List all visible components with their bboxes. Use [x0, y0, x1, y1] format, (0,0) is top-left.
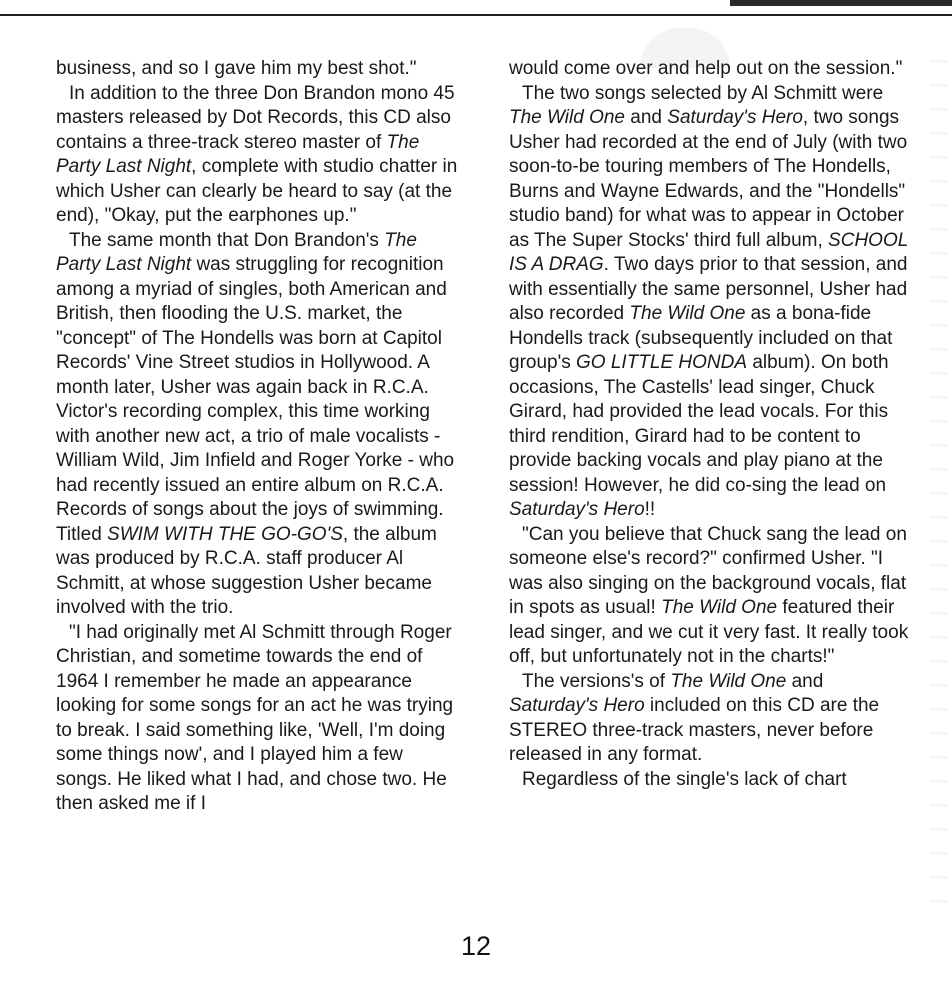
top-edge-shadow — [730, 0, 952, 6]
text-run: "Can you believe that Chuck sang the lead on someone else's record?" confirmed Usher. "I was also singing on the background vocals, flat in spots as usual! — [509, 523, 907, 618]
left-column — [56, 57, 461, 817]
text-run: , complete with studio chatter in which Usher can clearly be heard to say (at the end), "Okay, put the earphones up." — [56, 156, 458, 226]
paragraph — [56, 621, 461, 817]
text-run: The two songs selected by Al Schmitt were — [522, 82, 884, 104]
paragraph — [56, 229, 461, 621]
bleed-through-text — [930, 60, 948, 920]
italic-title: The Wild One — [629, 303, 746, 324]
text-run: album). On both occasions, The Castells' lead singer, Chuck Girard, had provided the lead vocals. For this third rendition, Girard had to be content to provide backing vocals and play piano at the session! However, he did co-sing the lead on — [509, 352, 889, 496]
top-border — [0, 0, 952, 16]
text-run: was struggling for recognition among a myriad of singles, both American and British, then flooding the U.S. market, the "concept" of The Hondells was born at Capitol Records' Vine Street studios in Hollywood. A month later, Usher was again back in R.C.A. Victor's recording complex, this time working with another new act, a trio of male vocalists - William Wild, Jim Infield and Roger Yorke - who had recently issued an entire album on R.C.A. Records of songs about the joys of swimming. Titled — [56, 254, 455, 545]
text-run: and — [786, 670, 824, 692]
text-run: business, and so I gave him my best shot." — [56, 58, 417, 79]
italic-title: Saturday's Hero — [509, 695, 645, 716]
text-run: would come over and help out on the session." — [509, 58, 903, 79]
text-run: featured their lead singer, and we cut it very fast. It really took off, but unfortunately not in the charts!" — [509, 597, 909, 667]
italic-title: The Wild One — [661, 597, 778, 618]
italic-title: The Party Last Night — [56, 131, 420, 177]
paragraph — [509, 768, 914, 793]
italic-title: The Wild One — [509, 107, 625, 128]
text-run: . Two days prior to that session, and with essentially the same personnel, Usher had also recorded — [509, 254, 908, 324]
italic-title: Saturday's Hero — [667, 107, 803, 128]
paragraph — [509, 523, 914, 670]
right-column — [509, 57, 914, 792]
text-run: The versions's of — [522, 670, 671, 692]
text-run: as a bona-fide Hondells track (subsequently included on that group's — [509, 303, 893, 373]
italic-title: SWIM WITH THE GO-GO'S — [107, 523, 343, 545]
text-run: Regardless of the single's lack of chart — [522, 768, 847, 790]
italic-title: SCHOOL IS A DRAG — [509, 229, 908, 275]
text-run: The same month that Don Brandon's — [69, 229, 385, 251]
italic-title: GO LITTLE HONDA — [576, 352, 748, 373]
page-number: 12 — [460, 931, 492, 961]
italic-title: The Party Last Night — [56, 229, 417, 275]
paragraph — [509, 82, 914, 523]
text-run: !! — [644, 499, 656, 520]
paragraph — [509, 670, 914, 768]
text-run: "I had originally met Al Schmitt through Roger Christian, and sometime towards the end of 1964 I remember he made an appearance looking for some songs for an act he was trying to break. I said something like, 'Well, I'm doing some things now', and I played him a few songs. He liked what I had, and chose two. He then asked me if I — [56, 621, 454, 814]
text-run: included on this CD are the STEREO three-track masters, never before released in any format. — [509, 695, 880, 765]
italic-title: Saturday's Hero — [509, 499, 645, 520]
text-run: In addition to the three Don Brandon mono 45 masters released by Dot Records, this CD also contains a three-track stereo master of — [56, 82, 455, 153]
text-run: and — [625, 107, 668, 128]
italic-title: The Wild One — [670, 670, 787, 692]
paragraph — [56, 57, 461, 82]
text-run: , two songs Usher had recorded at the end of July (with two soon-to-be touring members of The Hondells, Burns and Wayne Edwards, and the "Hondells" studio band) for what was to appear in October as The Super Stocks' third full album, — [509, 107, 908, 251]
paragraph — [509, 57, 914, 82]
paragraph — [56, 82, 461, 229]
text-run: , the album was produced by R.C.A. staff producer Al Schmitt, at whose suggestion Usher became involved with the trio. — [56, 523, 437, 618]
top-rule-line — [0, 14, 952, 16]
